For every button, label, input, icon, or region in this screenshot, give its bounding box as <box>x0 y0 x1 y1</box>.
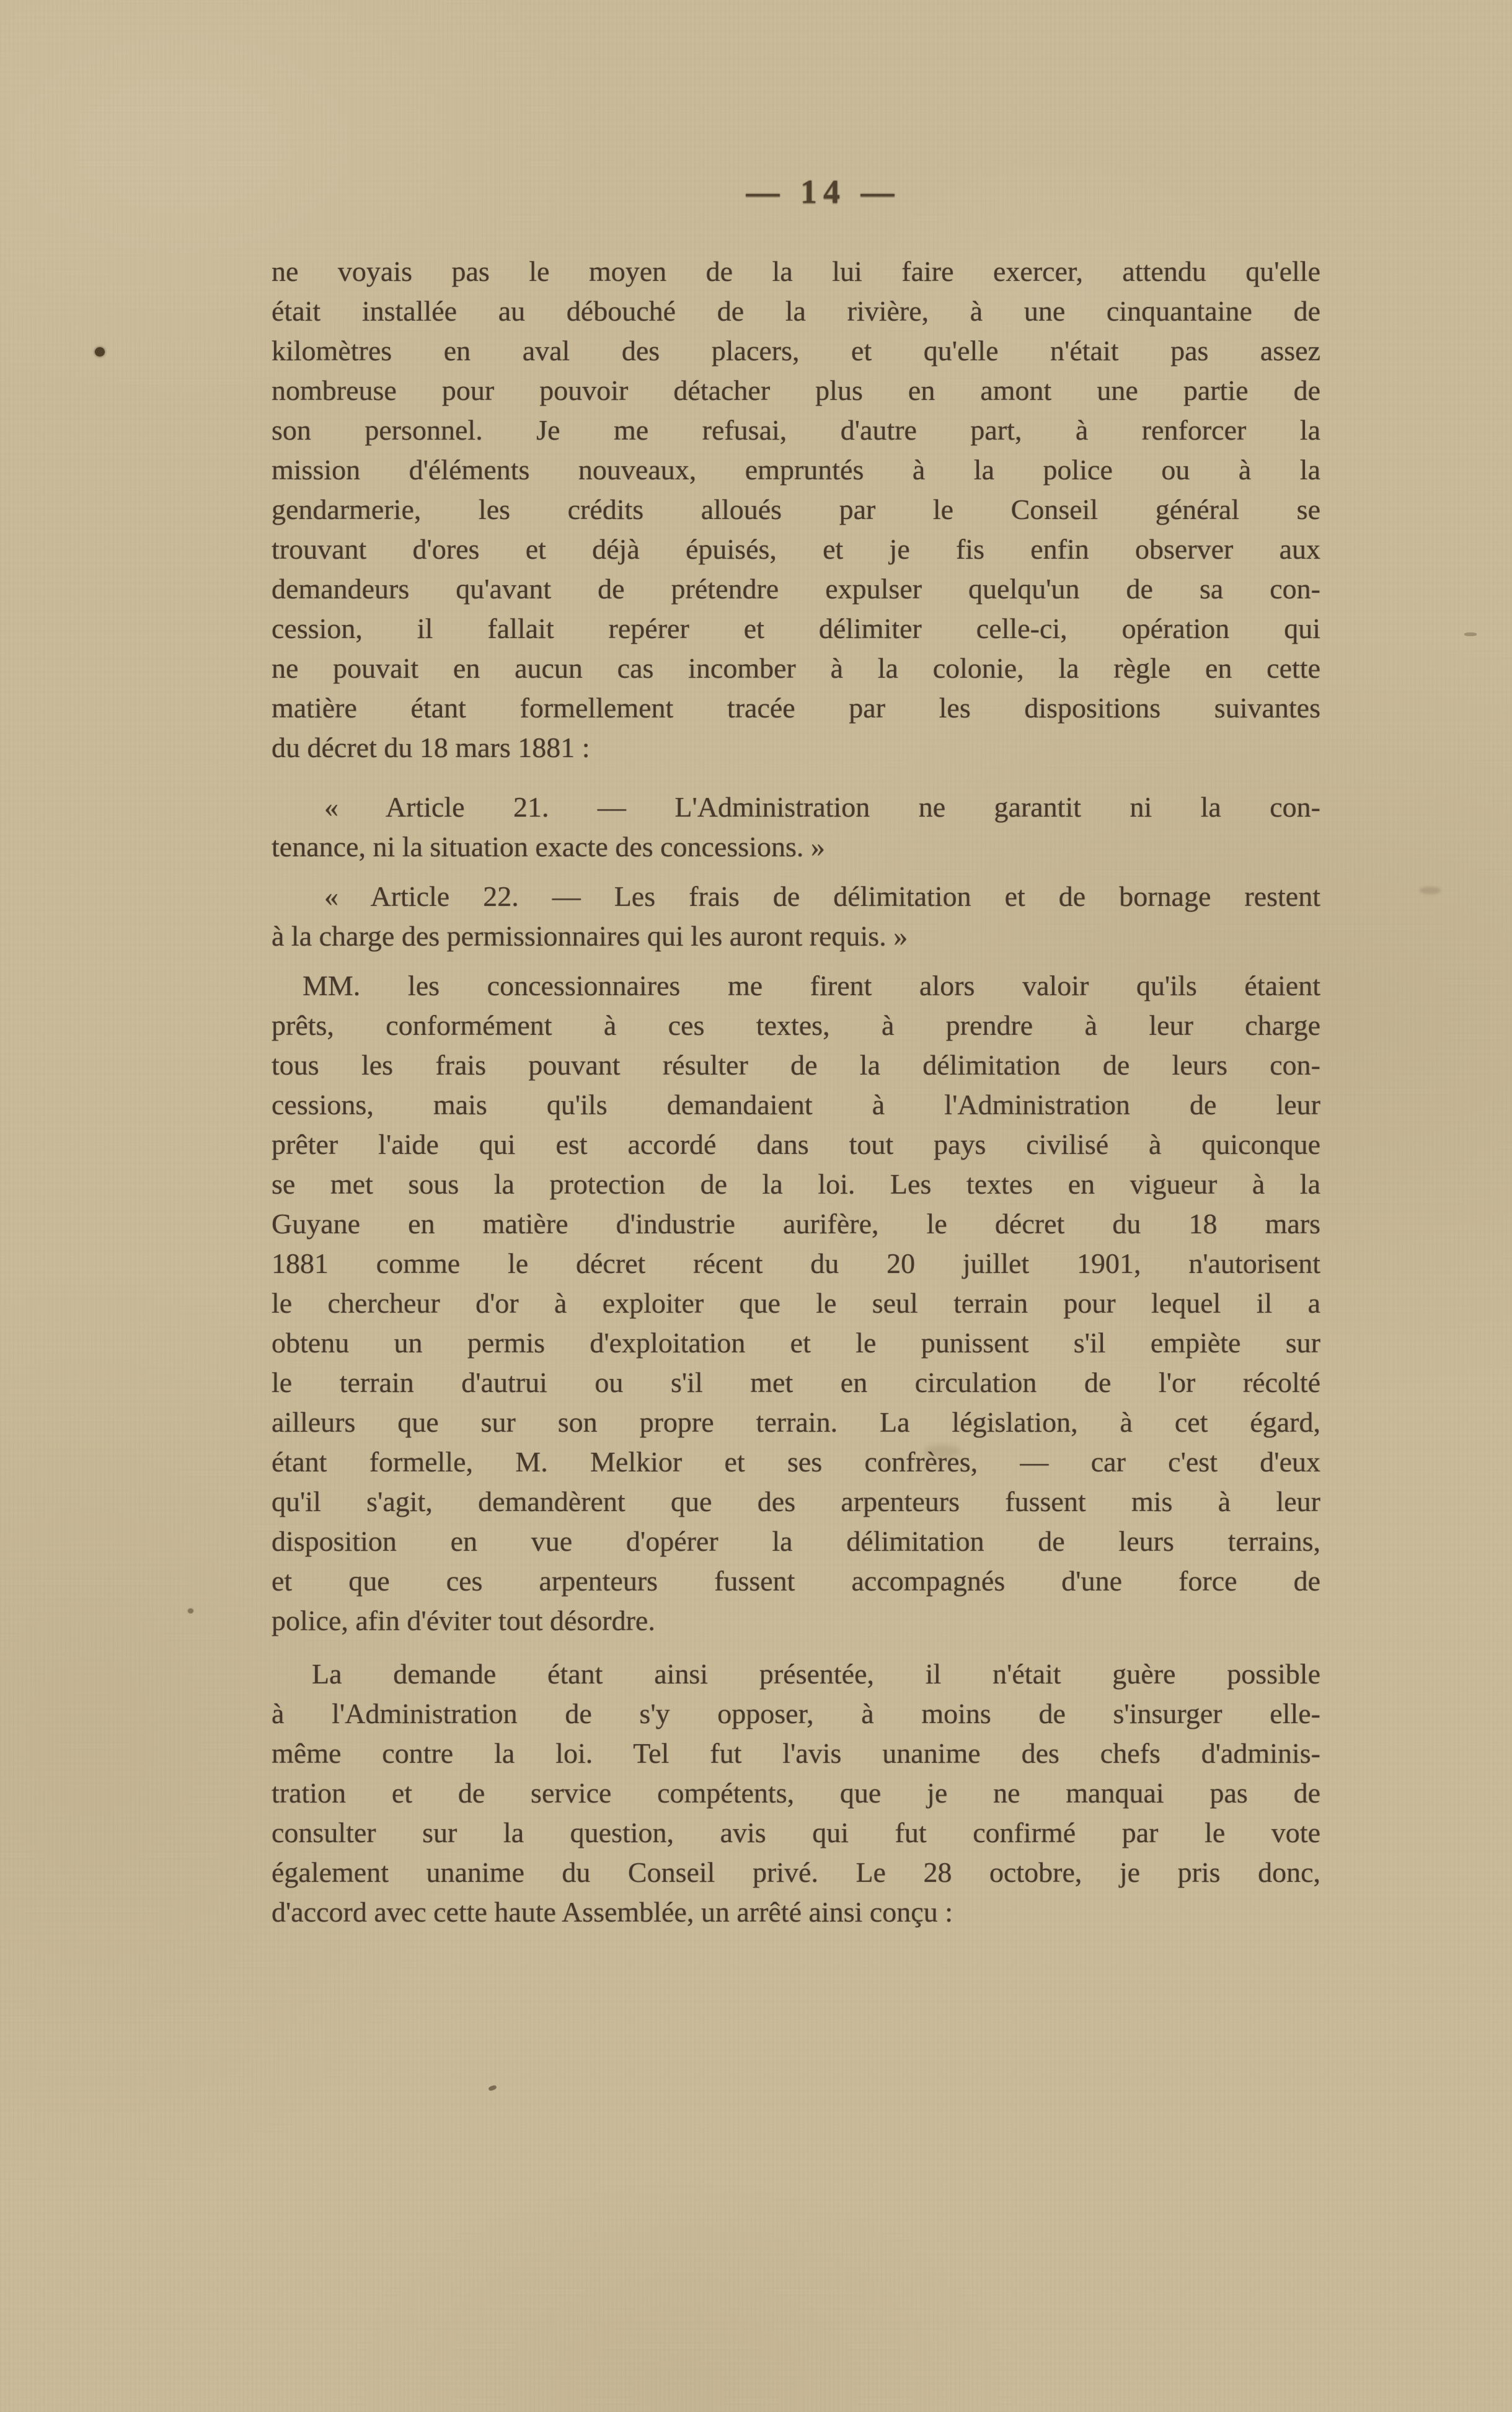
text-line: Guyane en matière d'industrie aurifère, le décret du 18 mars <box>272 1208 1320 1239</box>
text-line: prêter l'aide qui est accordé dans tout pays civilisé à quiconque <box>272 1128 1320 1160</box>
paragraph <box>272 252 1320 768</box>
text-line: même contre la loi. Tel fut l'avis unanime des chefs d'adminis- <box>272 1737 1320 1769</box>
text-line: demandeurs qu'avant de prétendre expulser quelqu'un de sa con- <box>272 573 1320 605</box>
text-line: tous les frais pouvant résulter de la délimitation de leurs con- <box>272 1049 1320 1081</box>
text-line: trouvant d'ores et déjà épuisés, et je fis enfin observer aux <box>272 533 1320 565</box>
text-line: tration et de service compétents, que je ne manquai pas de <box>272 1777 1320 1809</box>
ink-dot-blemish <box>95 347 105 357</box>
paragraph-concessionnaires <box>272 966 1320 1641</box>
bottom-speck-blemish <box>488 2085 497 2091</box>
text-line: étant formelle, M. Melkior et ses confrères, — car c'est d'eux <box>272 1446 1320 1478</box>
text-line: cession, il fallait repérer et délimiter celle-ci, opération qui <box>272 613 1320 644</box>
paragraph-article-22 <box>272 877 1320 956</box>
text-line: tenance, ni la situation exacte des concessions. » <box>272 831 825 862</box>
text-line: également unanime du Conseil privé. Le 28 octobre, je pris donc, <box>272 1856 1320 1888</box>
text-line: prêts, conformément à ces textes, à prendre à leur charge <box>272 1009 1320 1041</box>
text-line: disposition en vue d'opérer la délimitation de leurs terrains, <box>272 1525 1320 1557</box>
text-line: gendarmerie, les crédits alloués par le Conseil général se <box>272 494 1320 525</box>
right-dash-blemish <box>1464 632 1477 636</box>
text-line: nombreuse pour pouvoir détacher plus en amont une partie de <box>272 375 1320 406</box>
text-line: La demande étant ainsi présentée, il n'était guère possible <box>312 1658 1320 1690</box>
text-line: ne voyais pas le moyen de la lui faire exercer, attendu qu'elle <box>272 255 1320 287</box>
text-line: était installée au débouché de la rivière, à une cinquantaine de <box>272 295 1320 327</box>
text-line: à la charge des permissionnaires qui les auront requis. » <box>272 920 908 952</box>
text-line: MM. les concessionnaires me firent alors valoir qu'ils étaient <box>303 970 1320 1001</box>
text-line: ne pouvait en aucun cas incomber à la colonie, la règle en cette <box>272 652 1320 684</box>
text-line: matière étant formellement tracée par les dispositions suivantes <box>272 692 1320 724</box>
text-line: et que ces arpenteurs fussent accompagnés d'une force de <box>272 1565 1320 1597</box>
text-line: se met sous la protection de la loi. Les textes en vigueur à la <box>272 1168 1320 1200</box>
text-line: le terrain d'autrui ou s'il met en circulation de l'or récolté <box>272 1367 1320 1398</box>
text-line: cessions, mais qu'ils demandaient à l'Administration de leur <box>272 1089 1320 1120</box>
text-line: du décret du 18 mars 1881 : <box>272 732 590 763</box>
text-line: kilomètres en aval des placers, et qu'elle n'était pas assez <box>272 335 1320 366</box>
text-line: « Article 21. — L'Administration ne garantit ni la con- <box>324 791 1320 823</box>
text-line: police, afin d'éviter tout désordre. <box>272 1605 655 1636</box>
text-line: à l'Administration de s'y opposer, à moins de s'insurger elle- <box>272 1698 1320 1729</box>
mid-smudge-blemish <box>924 1445 961 1458</box>
text-line: mission d'éléments nouveaux, empruntés à la police ou à la <box>272 454 1320 486</box>
text-line: d'accord avec cette haute Assemblée, un arrêté ainsi conçu : <box>272 1896 953 1928</box>
text-line: consulter sur la question, avis qui fut confirmé par le vote <box>272 1817 1320 1848</box>
text-line: son personnel. Je me refusai, d'autre part, à renforcer la <box>272 414 1320 446</box>
right-smudge-blemish <box>1420 887 1441 894</box>
paragraph-article-21 <box>272 787 1320 867</box>
page-body <box>272 252 1320 1932</box>
text-line: « Article 22. — Les frais de délimitation et de bornage restent <box>324 880 1320 912</box>
text-line: le chercheur d'or à exploiter que le seul terrain pour lequel il a <box>272 1287 1320 1319</box>
text-line: 1881 comme le décret récent du 20 juillet 1901, n'autorisent <box>272 1248 1320 1279</box>
page-number: — 14 — <box>746 173 901 210</box>
margin-dot-blemish <box>188 1608 193 1613</box>
text-line: qu'il s'agit, demandèrent que des arpenteurs fussent mis à leur <box>272 1486 1320 1517</box>
text-line: obtenu un permis d'exploitation et le punissent s'il empiète sur <box>272 1327 1320 1359</box>
paragraph-la-demande <box>272 1654 1320 1932</box>
text-line: ailleurs que sur son propre terrain. La législation, à cet égard, <box>272 1406 1320 1438</box>
